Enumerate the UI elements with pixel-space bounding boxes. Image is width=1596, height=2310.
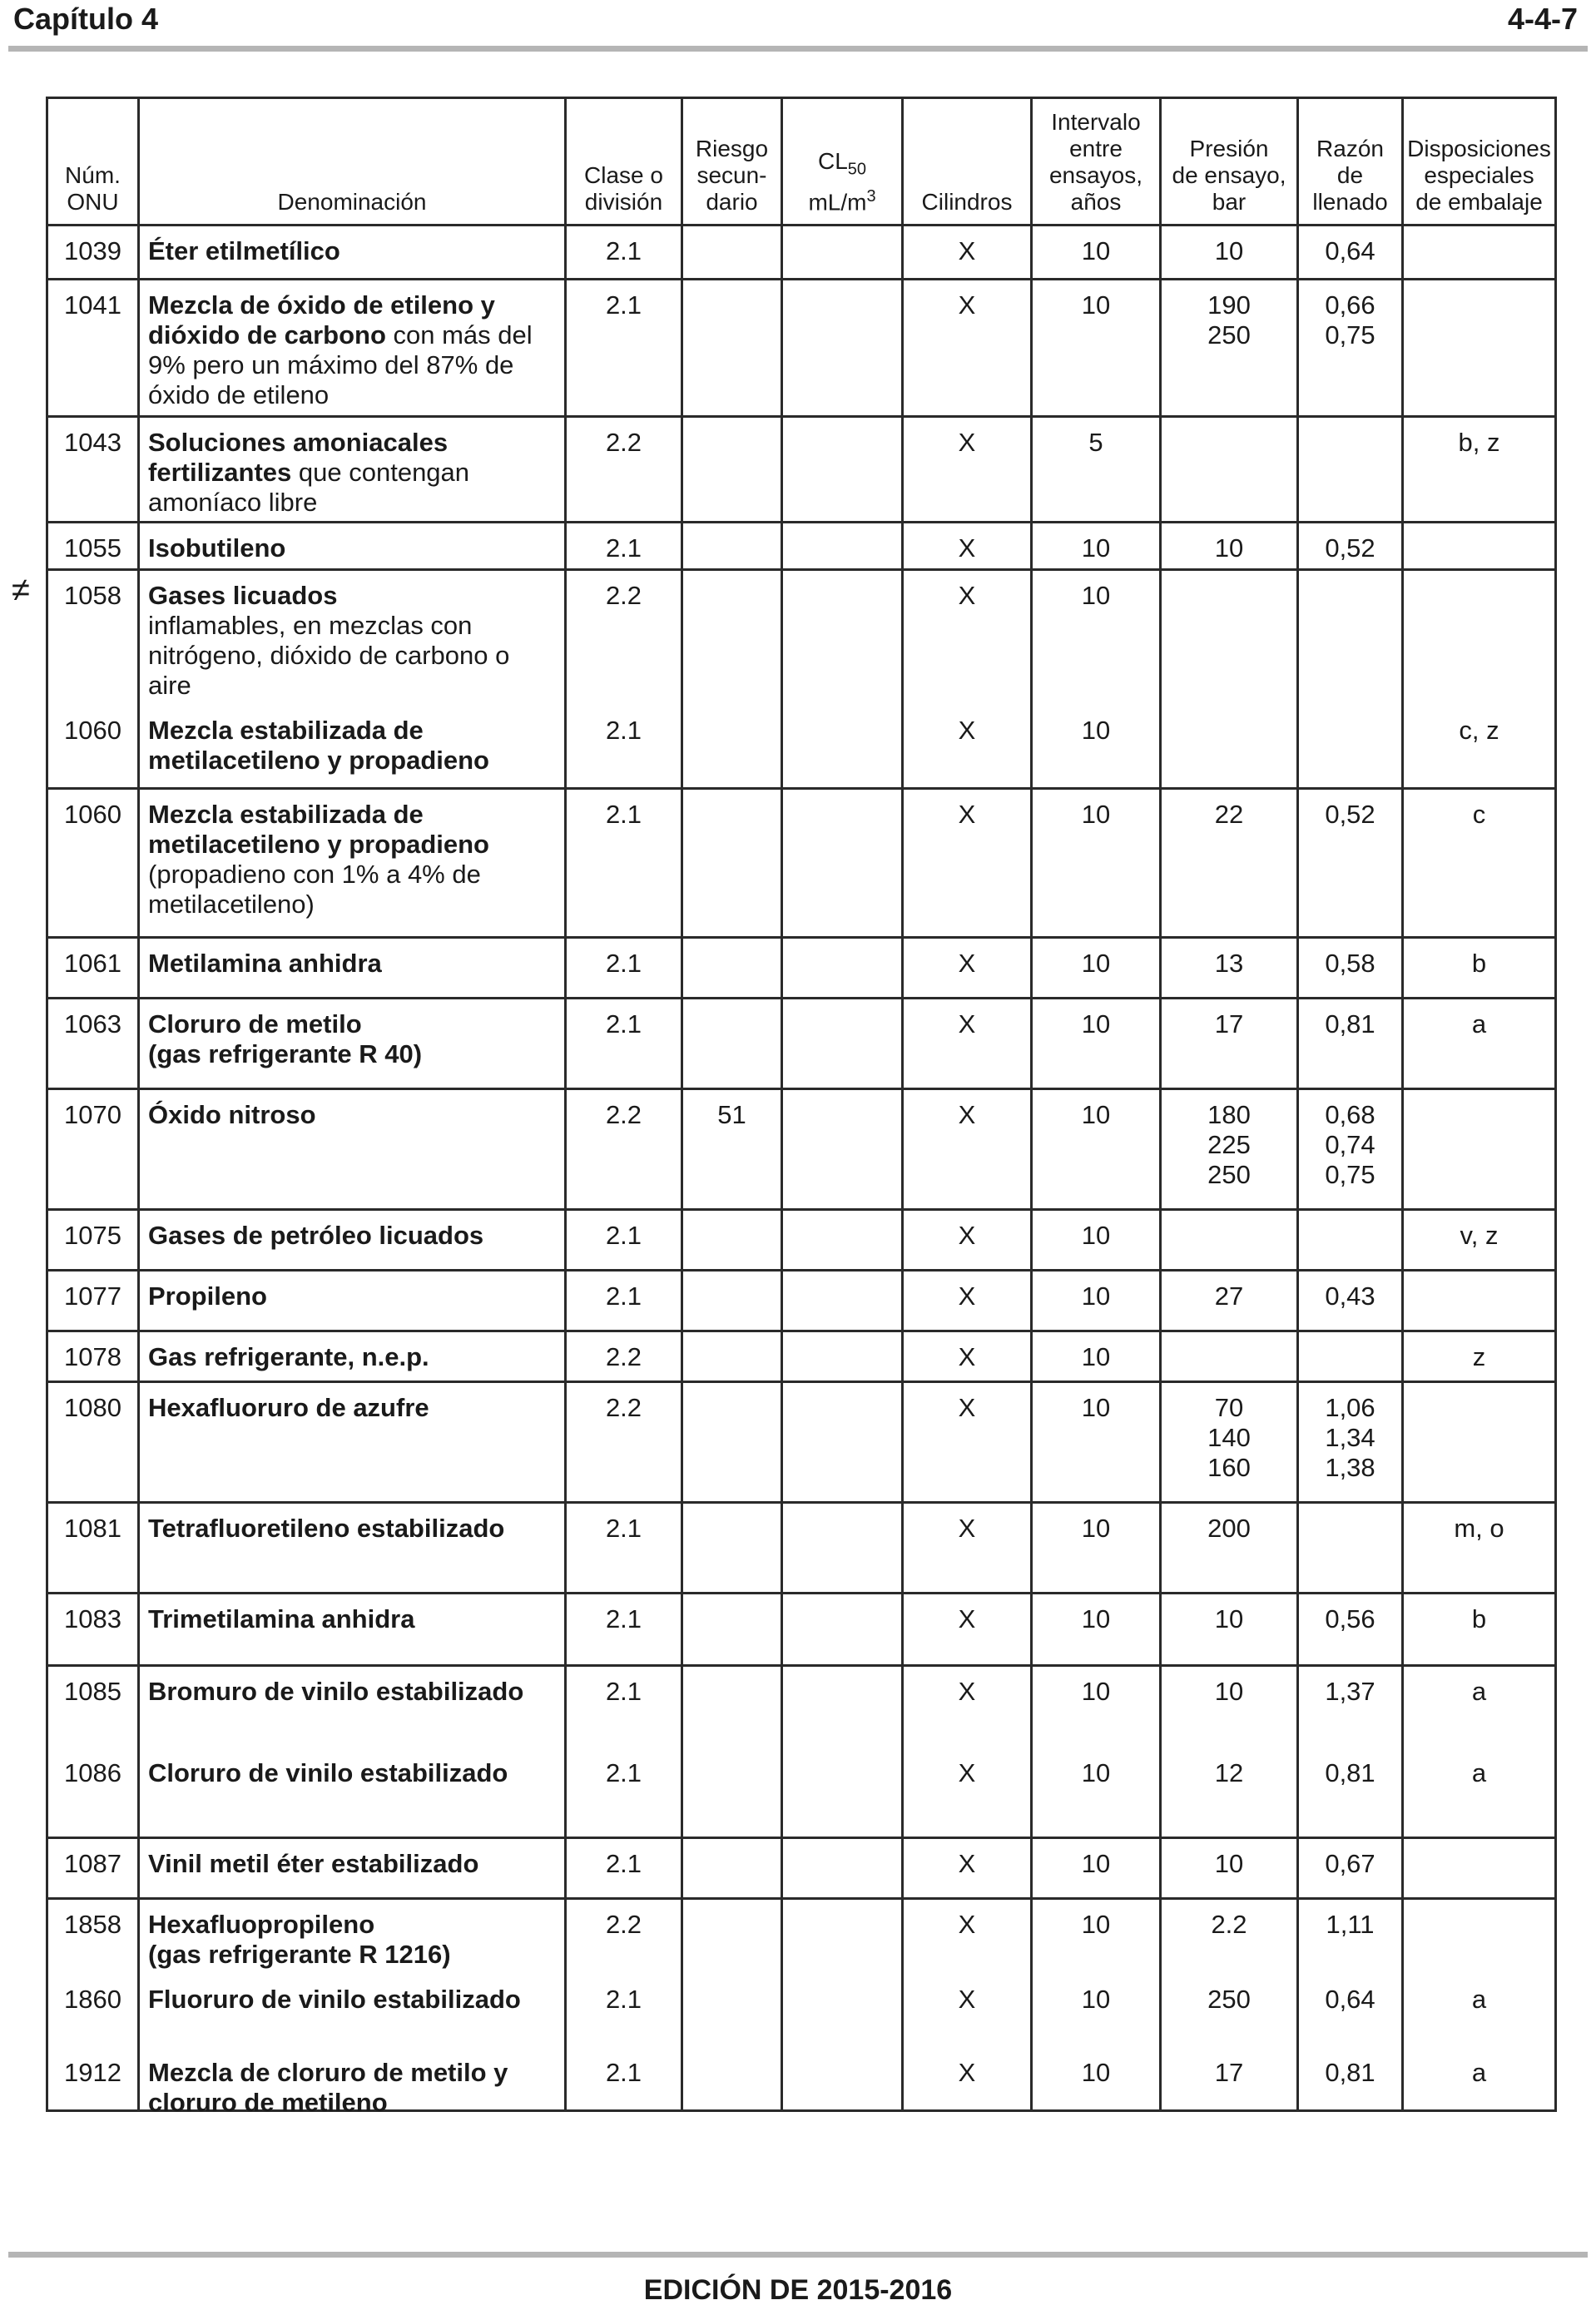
special-provisions: a bbox=[1471, 2058, 1487, 2087]
col-header-cylinders: Cilindros bbox=[904, 99, 1033, 224]
un-number: 1860 bbox=[48, 1975, 140, 2048]
substance-name bbox=[140, 706, 567, 787]
special-provisions: m, o bbox=[1454, 1514, 1504, 1543]
test-interval: 10 bbox=[1033, 1332, 1162, 1381]
lc50-value bbox=[783, 706, 904, 787]
substance-name bbox=[140, 1975, 567, 2048]
substance-name bbox=[140, 523, 567, 568]
test-pressure: 17 bbox=[1162, 2048, 1299, 2109]
secondary-risk bbox=[683, 939, 783, 997]
test-pressure: 70 140 160 bbox=[1162, 1383, 1299, 1501]
substance-name-bold: Soluciones amoniacales fertilizantes bbox=[148, 428, 449, 487]
test-pressure bbox=[1162, 1211, 1299, 1269]
special-provisions bbox=[1404, 226, 1554, 278]
table-row bbox=[48, 1592, 1554, 1664]
cylinders-mark: X bbox=[904, 1900, 1033, 1975]
cylinders-mark: X bbox=[904, 1594, 1033, 1664]
special-provisions bbox=[1404, 1383, 1554, 1501]
un-number: 1060 bbox=[48, 706, 140, 787]
special-provisions: a bbox=[1471, 1758, 1487, 1787]
un-number: 1058 bbox=[48, 571, 140, 706]
test-interval: 10 bbox=[1033, 1839, 1162, 1897]
test-pressure: 12 bbox=[1162, 1748, 1299, 1837]
class-division: 2.2 bbox=[567, 1332, 683, 1381]
filling-ratio: 1,11 bbox=[1299, 1900, 1404, 1975]
special-provisions: b bbox=[1471, 949, 1487, 978]
test-interval: 10 bbox=[1033, 571, 1162, 706]
un-number: 1060 bbox=[48, 790, 140, 936]
substance-name-bold: Gases licuados bbox=[148, 581, 338, 610]
substance-name-bold: Cloruro de vinilo estabilizado bbox=[148, 1758, 508, 1787]
test-interval: 10 bbox=[1033, 1504, 1162, 1592]
col-header-pressure: Presión de ensayo, bar bbox=[1162, 99, 1299, 224]
filling-ratio: 1,37 bbox=[1299, 1667, 1404, 1748]
filling-ratio bbox=[1299, 1504, 1404, 1592]
class-division: 2.1 bbox=[567, 706, 683, 787]
un-number: 1061 bbox=[48, 939, 140, 997]
class-division: 2.2 bbox=[567, 1090, 683, 1208]
col-header-num: Núm. ONU bbox=[48, 99, 140, 224]
table-header-row bbox=[48, 99, 1554, 224]
table-row bbox=[48, 415, 1554, 521]
test-interval: 10 bbox=[1033, 999, 1162, 1088]
secondary-risk bbox=[683, 1900, 783, 1975]
col-header-interval: Intervalo entre ensayos, años bbox=[1033, 99, 1162, 224]
cylinders-mark: X bbox=[904, 1975, 1033, 2048]
substance-name-bold: Mezcla de óxido de etileno y dióxido de carbono bbox=[148, 290, 495, 349]
substance-name-bold: Trimetilamina anhidra bbox=[148, 1604, 415, 1633]
special-provisions: a bbox=[1471, 1677, 1487, 1706]
cylinders-mark: X bbox=[904, 1271, 1033, 1330]
un-number: 1087 bbox=[48, 1839, 140, 1897]
lc50-value bbox=[783, 280, 904, 415]
table-row bbox=[48, 224, 1554, 278]
special-provisions: c bbox=[1472, 800, 1486, 829]
substance-name bbox=[140, 790, 567, 936]
test-pressure bbox=[1162, 571, 1299, 706]
col-header-provisions: Disposiciones especiales de embalaje bbox=[1407, 136, 1551, 215]
special-provisions: a bbox=[1471, 1985, 1487, 2014]
secondary-risk bbox=[683, 2048, 783, 2109]
un-number: 1077 bbox=[48, 1271, 140, 1330]
page-number: 4-4-7 bbox=[1507, 2, 1578, 36]
lc50-value bbox=[783, 1271, 904, 1330]
substance-name-detail: con más del 9% pero un máximo del 87% de óxido de etileno bbox=[148, 320, 533, 409]
secondary-risk bbox=[683, 999, 783, 1088]
col-header-risk: Riesgo secun- dario bbox=[683, 99, 783, 224]
test-interval: 10 bbox=[1033, 226, 1162, 278]
filling-ratio: 0,81 bbox=[1299, 2048, 1404, 2109]
test-pressure: 200 bbox=[1162, 1504, 1299, 1592]
col-header-class: Clase o división bbox=[567, 99, 683, 224]
cylinders-mark: X bbox=[904, 1383, 1033, 1501]
cylinders-mark: X bbox=[904, 790, 1033, 936]
substance-name bbox=[140, 280, 567, 415]
col-header-name: Denominación bbox=[140, 99, 567, 224]
lc50-value bbox=[783, 1975, 904, 2048]
filling-ratio: 1,06 1,34 1,38 bbox=[1299, 1383, 1404, 1501]
secondary-risk bbox=[683, 1504, 783, 1592]
substance-name bbox=[140, 571, 567, 706]
test-interval: 5 bbox=[1033, 418, 1162, 521]
substance-name bbox=[140, 1748, 567, 1837]
lc50-value bbox=[783, 1900, 904, 1975]
table-row bbox=[48, 1975, 1554, 2048]
lc50-value bbox=[783, 1504, 904, 1592]
substance-name-bold: Óxido nitroso bbox=[148, 1100, 316, 1129]
secondary-risk bbox=[683, 1211, 783, 1269]
un-number: 1043 bbox=[48, 418, 140, 521]
cylinders-mark: X bbox=[904, 1211, 1033, 1269]
substance-name bbox=[140, 1667, 567, 1748]
footer-rule bbox=[8, 2252, 1588, 2258]
edition-footer: EDICIÓN DE 2015-2016 bbox=[643, 2274, 953, 2306]
class-division: 2.1 bbox=[567, 999, 683, 1088]
class-division: 2.2 bbox=[567, 1383, 683, 1501]
substance-name bbox=[140, 1594, 567, 1664]
class-division: 2.2 bbox=[567, 1900, 683, 1975]
table-body bbox=[48, 224, 1554, 2117]
filling-ratio: 0,68 0,74 0,75 bbox=[1299, 1090, 1404, 1208]
substance-name-detail: (propadieno con 1% a 4% de metilacetileno) bbox=[148, 860, 481, 919]
lc50-value bbox=[783, 1332, 904, 1381]
table-row bbox=[48, 787, 1554, 936]
substance-name bbox=[140, 1839, 567, 1897]
col-header-cl50 bbox=[783, 99, 904, 224]
substance-name-bold: Hexafluoruro de azufre bbox=[148, 1393, 429, 1422]
class-division: 2.1 bbox=[567, 2048, 683, 2109]
test-pressure: 17 bbox=[1162, 999, 1299, 1088]
table-row bbox=[48, 1269, 1554, 1330]
class-division: 2.1 bbox=[567, 523, 683, 568]
cylinders-mark: X bbox=[904, 571, 1033, 706]
lc50-value bbox=[783, 1667, 904, 1748]
test-pressure: 10 bbox=[1162, 1594, 1299, 1664]
cl50-label: CL bbox=[817, 148, 848, 175]
table-row bbox=[48, 936, 1554, 997]
table-row bbox=[48, 1330, 1554, 1381]
test-pressure: 27 bbox=[1162, 1271, 1299, 1330]
test-interval: 10 bbox=[1033, 2048, 1162, 2109]
lc50-value bbox=[783, 790, 904, 936]
change-marker: ≠ bbox=[12, 572, 30, 608]
table-row bbox=[48, 568, 1554, 706]
cylinders-mark: X bbox=[904, 1748, 1033, 1837]
gas-cylinder-table bbox=[46, 97, 1557, 2117]
secondary-risk bbox=[683, 1594, 783, 1664]
substance-name bbox=[140, 1383, 567, 1501]
lc50-value bbox=[783, 939, 904, 997]
class-division: 2.1 bbox=[567, 1667, 683, 1748]
filling-ratio bbox=[1299, 1211, 1404, 1269]
un-number: 1039 bbox=[48, 226, 140, 278]
substance-name-bold: Bromuro de vinilo estabilizado bbox=[148, 1677, 524, 1706]
test-interval: 10 bbox=[1033, 1211, 1162, 1269]
un-number: 1858 bbox=[48, 1900, 140, 1975]
table-row bbox=[48, 1748, 1554, 1837]
chapter-title: Capítulo 4 bbox=[13, 2, 159, 36]
table-row bbox=[48, 2048, 1554, 2117]
substance-name-detail: inflamables, en mezclas con nitrógeno, dióxido de carbono o aire bbox=[148, 611, 510, 700]
secondary-risk bbox=[683, 418, 783, 521]
table-row bbox=[48, 1837, 1554, 1897]
un-number: 1063 bbox=[48, 999, 140, 1088]
substance-name-bold: Gases de petróleo licuados bbox=[148, 1221, 484, 1250]
class-division: 2.2 bbox=[567, 571, 683, 706]
secondary-risk: 51 bbox=[683, 1090, 783, 1208]
test-interval: 10 bbox=[1033, 1900, 1162, 1975]
filling-ratio: 0,81 bbox=[1299, 999, 1404, 1088]
class-division: 2.1 bbox=[567, 1211, 683, 1269]
test-interval: 10 bbox=[1033, 1090, 1162, 1208]
filling-ratio bbox=[1299, 1332, 1404, 1381]
class-division: 2.1 bbox=[567, 790, 683, 936]
test-interval: 10 bbox=[1033, 280, 1162, 415]
special-provisions: z bbox=[1472, 1342, 1486, 1371]
table-row bbox=[48, 521, 1554, 568]
test-interval: 10 bbox=[1033, 939, 1162, 997]
test-pressure: 180 225 250 bbox=[1162, 1090, 1299, 1208]
secondary-risk bbox=[683, 1975, 783, 2048]
secondary-risk bbox=[683, 1383, 783, 1501]
secondary-risk bbox=[683, 280, 783, 415]
secondary-risk bbox=[683, 706, 783, 787]
lc50-value bbox=[783, 523, 904, 568]
substance-name-bold: Cloruro de metilo (gas refrigerante R 40) bbox=[148, 1009, 423, 1068]
test-pressure: 10 bbox=[1162, 1667, 1299, 1748]
un-number: 1083 bbox=[48, 1594, 140, 1664]
filling-ratio: 0,56 bbox=[1299, 1594, 1404, 1664]
secondary-risk bbox=[683, 226, 783, 278]
special-provisions bbox=[1404, 280, 1554, 415]
test-pressure: 250 bbox=[1162, 1975, 1299, 2048]
substance-name bbox=[140, 418, 567, 521]
cylinders-mark: X bbox=[904, 523, 1033, 568]
un-number: 1041 bbox=[48, 280, 140, 415]
secondary-risk bbox=[683, 790, 783, 936]
class-division: 2.1 bbox=[567, 939, 683, 997]
class-division: 2.1 bbox=[567, 280, 683, 415]
secondary-risk bbox=[683, 1839, 783, 1897]
lc50-value bbox=[783, 1211, 904, 1269]
class-division: 2.1 bbox=[567, 1271, 683, 1330]
un-number: 1085 bbox=[48, 1667, 140, 1748]
test-interval: 10 bbox=[1033, 790, 1162, 936]
special-provisions: b bbox=[1471, 1604, 1487, 1633]
cylinders-mark: X bbox=[904, 1332, 1033, 1381]
cl50-subscript: 50 bbox=[847, 160, 867, 179]
filling-ratio: 0,52 bbox=[1299, 523, 1404, 568]
substance-name bbox=[140, 1090, 567, 1208]
special-provisions bbox=[1404, 1090, 1554, 1208]
table-row bbox=[48, 997, 1554, 1088]
substance-name bbox=[140, 2048, 567, 2117]
col-header-ratio: Razón de llenado bbox=[1299, 99, 1404, 224]
class-division: 2.1 bbox=[567, 1748, 683, 1837]
substance-name bbox=[140, 1504, 567, 1592]
filling-ratio: 0,67 bbox=[1299, 1839, 1404, 1897]
special-provisions: b, z bbox=[1458, 428, 1500, 457]
test-pressure: 10 bbox=[1162, 226, 1299, 278]
class-division: 2.1 bbox=[567, 1975, 683, 2048]
lc50-value bbox=[783, 1748, 904, 1837]
cylinders-mark: X bbox=[904, 999, 1033, 1088]
class-division: 2.2 bbox=[567, 418, 683, 521]
substance-name-detail: que contengan amoníaco libre bbox=[148, 458, 470, 517]
special-provisions: c, z bbox=[1459, 716, 1499, 745]
filling-ratio: 0,58 bbox=[1299, 939, 1404, 997]
lc50-value bbox=[783, 1594, 904, 1664]
substance-name-bold: Vinil metil éter estabilizado bbox=[148, 1849, 479, 1878]
cylinders-mark: X bbox=[904, 418, 1033, 521]
cylinders-mark: X bbox=[904, 1504, 1033, 1592]
test-interval: 10 bbox=[1033, 1975, 1162, 2048]
filling-ratio bbox=[1299, 418, 1404, 521]
lc50-value bbox=[783, 1839, 904, 1897]
secondary-risk bbox=[683, 1271, 783, 1330]
cylinders-mark: X bbox=[904, 280, 1033, 415]
test-interval: 10 bbox=[1033, 1271, 1162, 1330]
table-row bbox=[48, 706, 1554, 787]
special-provisions bbox=[1404, 1271, 1554, 1330]
substance-name bbox=[140, 226, 567, 278]
cylinders-mark: X bbox=[904, 1090, 1033, 1208]
secondary-risk bbox=[683, 1667, 783, 1748]
cl50-superscript: 3 bbox=[866, 186, 876, 206]
test-pressure bbox=[1162, 706, 1299, 787]
un-number: 1070 bbox=[48, 1090, 140, 1208]
substance-name-bold: Mezcla estabilizada de metilacetileno y propadieno bbox=[148, 800, 489, 859]
cylinders-mark: X bbox=[904, 706, 1033, 787]
special-provisions: v, z bbox=[1460, 1221, 1499, 1250]
filling-ratio: 0,64 bbox=[1299, 1975, 1404, 2048]
special-provisions: a bbox=[1471, 1009, 1487, 1039]
table-row bbox=[48, 278, 1554, 415]
filling-ratio: 0,52 bbox=[1299, 790, 1404, 936]
substance-name bbox=[140, 1332, 567, 1381]
un-number: 1075 bbox=[48, 1211, 140, 1269]
substance-name-bold: Mezcla estabilizada de metilacetileno y propadieno bbox=[148, 716, 489, 775]
test-pressure: 22 bbox=[1162, 790, 1299, 936]
test-pressure bbox=[1162, 418, 1299, 521]
test-interval: 10 bbox=[1033, 523, 1162, 568]
lc50-value bbox=[783, 1383, 904, 1501]
test-pressure: 10 bbox=[1162, 523, 1299, 568]
substance-name bbox=[140, 939, 567, 997]
substance-name bbox=[140, 1211, 567, 1269]
substance-name bbox=[140, 1900, 567, 1975]
substance-name-bold: Isobutileno bbox=[148, 533, 286, 563]
substance-name-bold: Gas refrigerante, n.e.p. bbox=[148, 1342, 429, 1371]
test-pressure: 10 bbox=[1162, 1839, 1299, 1897]
test-interval: 10 bbox=[1033, 1594, 1162, 1664]
test-pressure: 13 bbox=[1162, 939, 1299, 997]
un-number: 1080 bbox=[48, 1383, 140, 1501]
substance-name bbox=[140, 999, 567, 1088]
class-division: 2.1 bbox=[567, 1504, 683, 1592]
table-row bbox=[48, 1381, 1554, 1501]
un-number: 1081 bbox=[48, 1504, 140, 1592]
filling-ratio bbox=[1299, 706, 1404, 787]
table-row bbox=[48, 1088, 1554, 1208]
cylinders-mark: X bbox=[904, 939, 1033, 997]
substance-name-bold: Éter etilmetílico bbox=[148, 236, 340, 265]
un-number: 1086 bbox=[48, 1748, 140, 1837]
substance-name-bold: Hexafluopropileno (gas refrigerante R 1216) bbox=[148, 1910, 451, 1969]
table-row bbox=[48, 1208, 1554, 1269]
test-pressure: 2.2 bbox=[1162, 1900, 1299, 1975]
class-division: 2.1 bbox=[567, 1594, 683, 1664]
table-row bbox=[48, 1664, 1554, 1748]
secondary-risk bbox=[683, 523, 783, 568]
lc50-value bbox=[783, 226, 904, 278]
secondary-risk bbox=[683, 1332, 783, 1381]
test-interval: 10 bbox=[1033, 1748, 1162, 1837]
lc50-value bbox=[783, 571, 904, 706]
substance-name-bold: Tetrafluoretileno estabilizado bbox=[148, 1514, 505, 1543]
un-number: 1055 bbox=[48, 523, 140, 568]
un-number: 1912 bbox=[48, 2048, 140, 2109]
test-pressure: 190 250 bbox=[1162, 280, 1299, 415]
cylinders-mark: X bbox=[904, 1667, 1033, 1748]
substance-name bbox=[140, 1271, 567, 1330]
special-provisions bbox=[1404, 571, 1554, 706]
table-row bbox=[48, 1501, 1554, 1592]
substance-name-bold: Fluoruro de vinilo estabilizado bbox=[148, 1985, 521, 2014]
cylinders-mark: X bbox=[904, 1839, 1033, 1897]
header-rule bbox=[8, 46, 1588, 52]
test-interval: 10 bbox=[1033, 1667, 1162, 1748]
table-row bbox=[48, 1897, 1554, 1975]
filling-ratio: 0,66 0,75 bbox=[1299, 280, 1404, 415]
class-division: 2.1 bbox=[567, 226, 683, 278]
class-division: 2.1 bbox=[567, 1839, 683, 1897]
un-number: 1078 bbox=[48, 1332, 140, 1381]
lc50-value bbox=[783, 999, 904, 1088]
filling-ratio: 0,81 bbox=[1299, 1748, 1404, 1837]
lc50-value bbox=[783, 2048, 904, 2109]
cylinders-mark: X bbox=[904, 226, 1033, 278]
substance-name-bold: Metilamina anhidra bbox=[148, 949, 382, 978]
special-provisions bbox=[1404, 1839, 1554, 1897]
test-interval: 10 bbox=[1033, 706, 1162, 787]
lc50-value bbox=[783, 418, 904, 521]
special-provisions bbox=[1404, 1900, 1554, 1975]
lc50-value bbox=[783, 1090, 904, 1208]
substance-name-bold: Propileno bbox=[148, 1281, 267, 1311]
secondary-risk bbox=[683, 1748, 783, 1837]
secondary-risk bbox=[683, 571, 783, 706]
substance-name-bold: Mezcla de cloruro de metilo y cloruro de metileno bbox=[148, 2058, 508, 2117]
filling-ratio: 0,43 bbox=[1299, 1271, 1404, 1330]
test-pressure bbox=[1162, 1332, 1299, 1381]
test-interval: 10 bbox=[1033, 1383, 1162, 1501]
special-provisions bbox=[1404, 523, 1554, 568]
filling-ratio: 0,64 bbox=[1299, 226, 1404, 278]
filling-ratio bbox=[1299, 571, 1404, 706]
cl50-unit: mL/m bbox=[808, 189, 867, 215]
cylinders-mark: X bbox=[904, 2048, 1033, 2109]
